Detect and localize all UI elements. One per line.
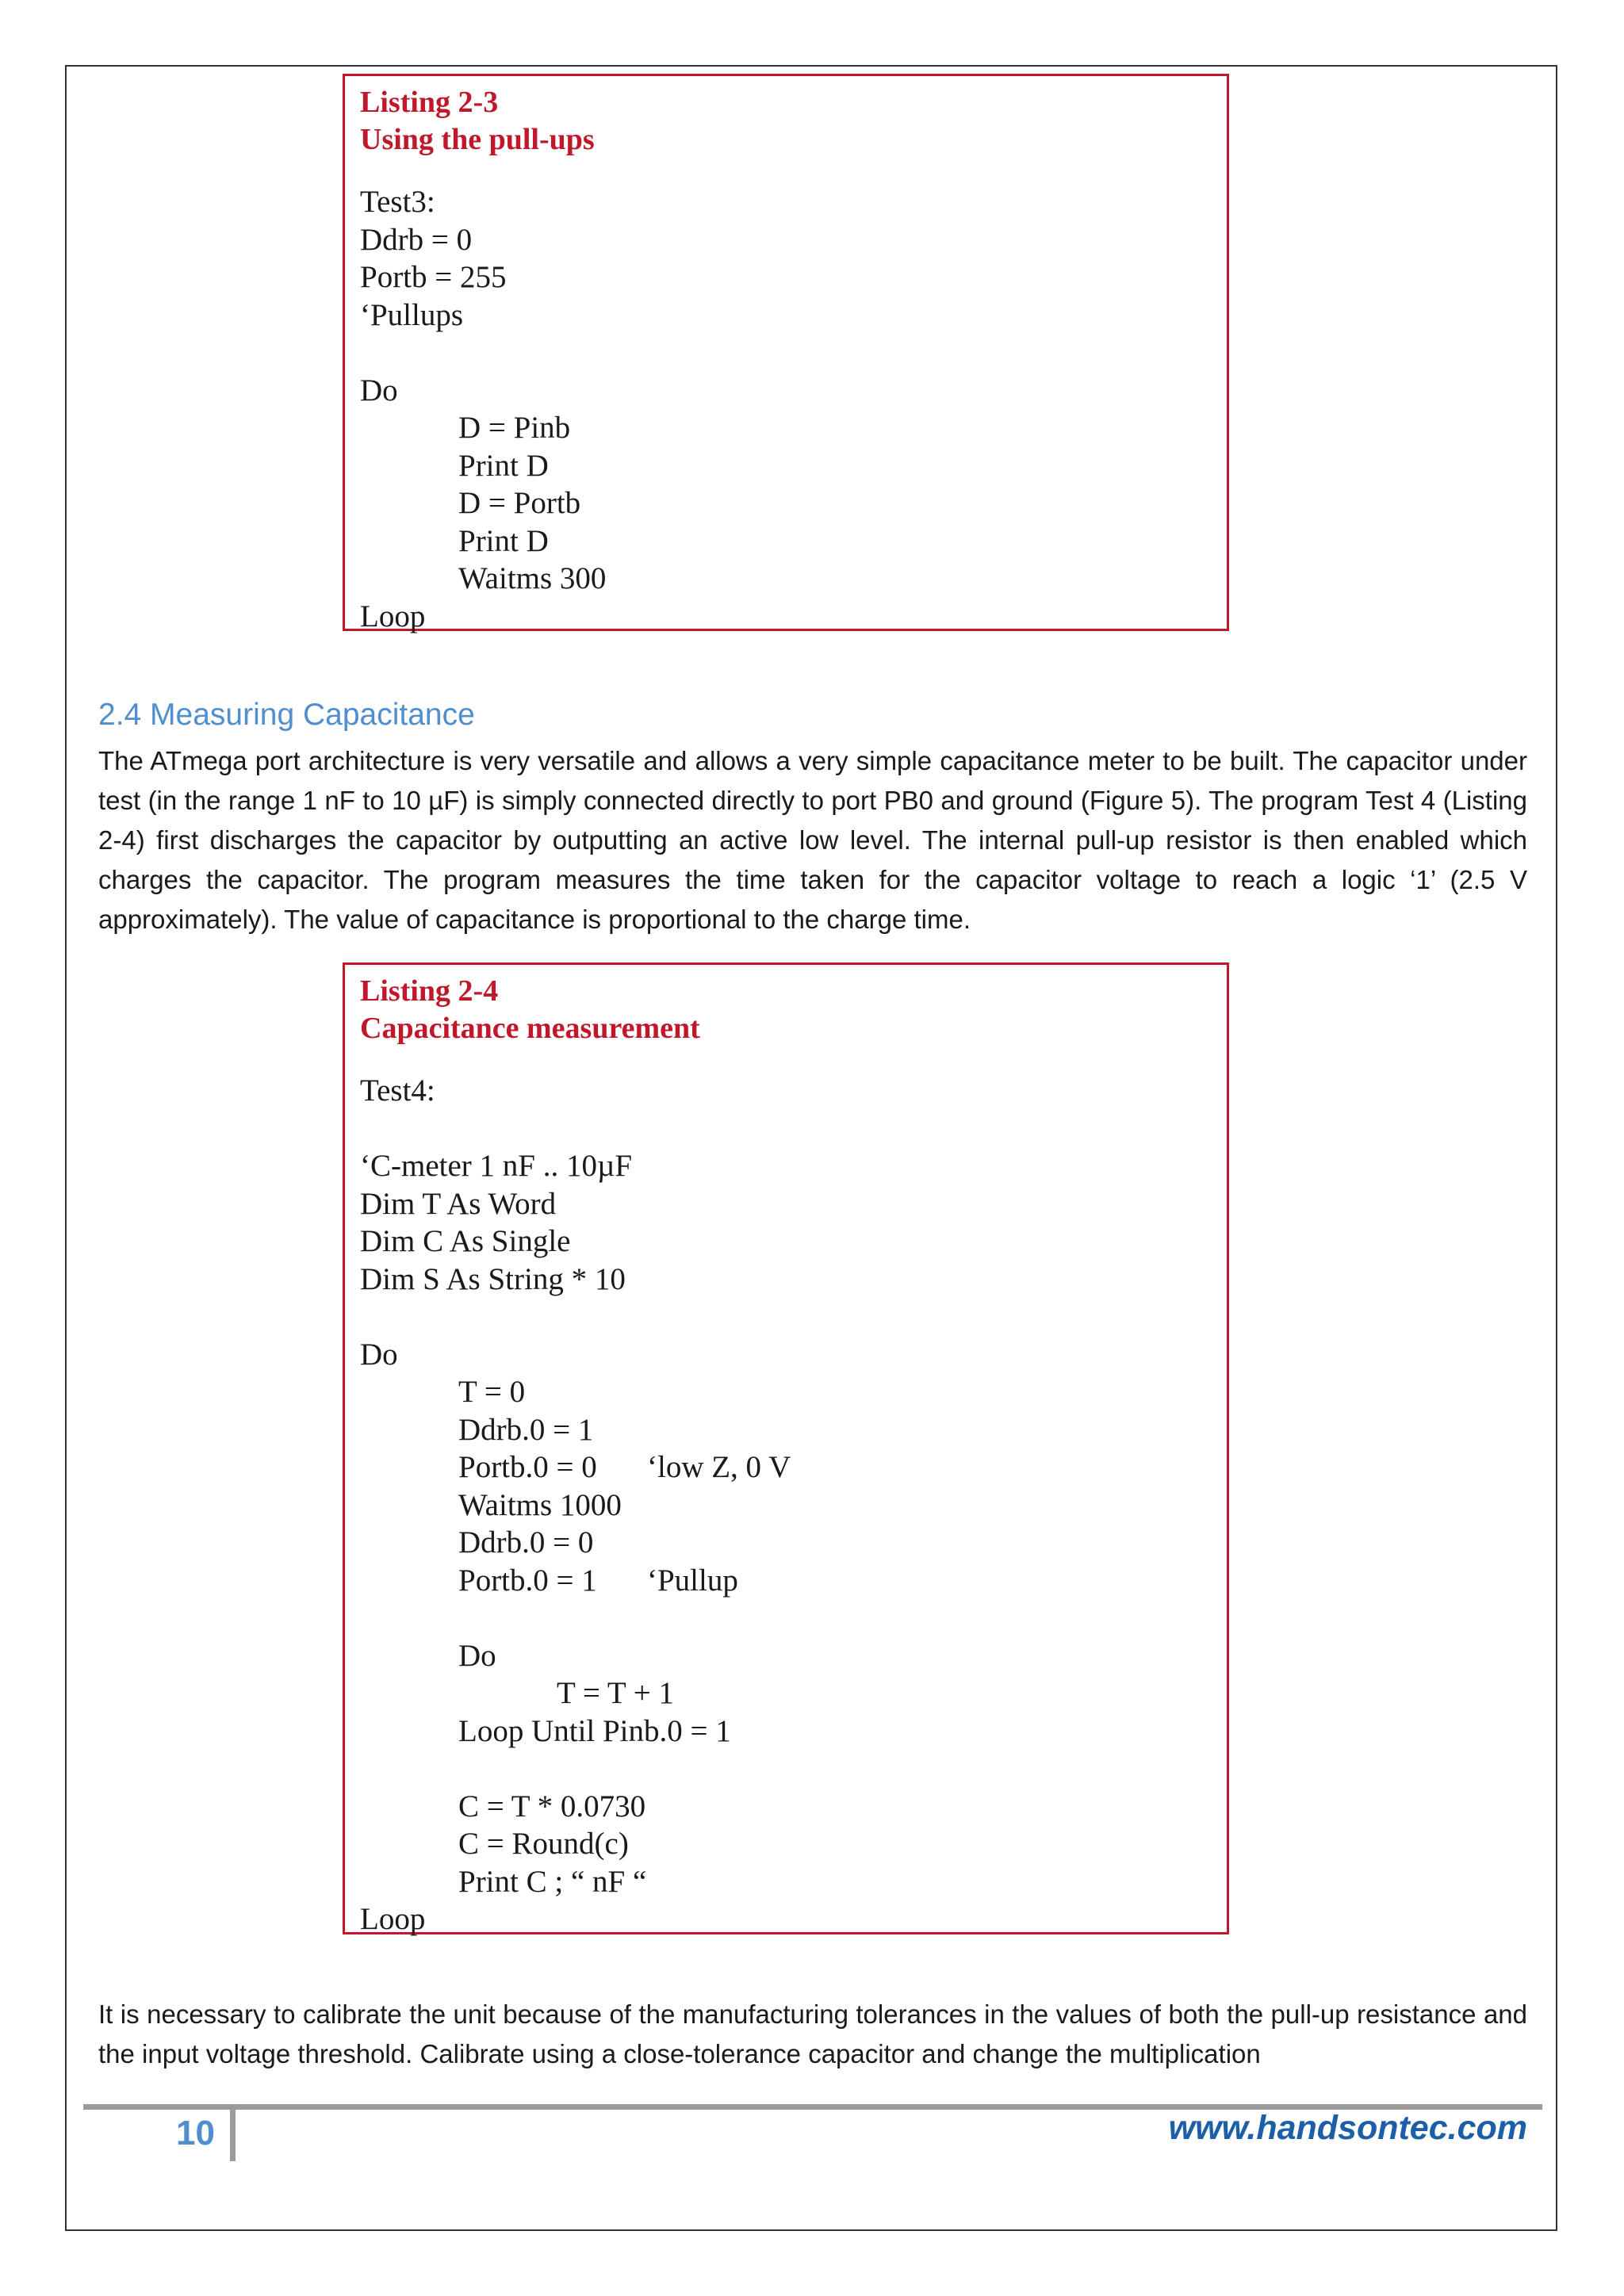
code-line xyxy=(360,1448,1227,1487)
code-line: Loop xyxy=(360,1902,426,1936)
body-paragraph: The ATmega port architecture is very versatile and allows a very simple capacitance meter to be built. The capacitor under test (in the range 1 nF to 10 µF) is simply connected directly to port PB0 and ground (Figure 5). The program Test 4 (Listing 2-4) first discharges the capacitor by outputting an active low level. The internal pull-up resistor is then enabled which charges the capacitor. The program measures the time taken for the capacitor voltage to reach a logic ‘1’ (2.5 V approximately). The value of capacitance is proportional to the charge time. xyxy=(98,746,1527,934)
code-line: Ddrb.0 = 1 xyxy=(458,1412,594,1447)
code-line: Dim C As Single xyxy=(360,1224,571,1258)
code-line xyxy=(360,1562,1227,1600)
code-line: C = Round(c) xyxy=(458,1827,629,1861)
page-number: 10 xyxy=(176,2114,215,2152)
body-paragraph: It is necessary to calibrate the unit because of the manufacturing tolerances in the values of both the pull-up resistance and the input voltage threshold. Calibrate using a close-tolerance capacitor and change the multiplication xyxy=(98,1999,1527,2068)
code-line: Ddrb = 0 xyxy=(360,222,473,257)
code-line: Print C ; “ nF “ xyxy=(458,1864,647,1899)
website-link[interactable]: www.handsontec.com xyxy=(1168,2109,1527,2147)
page-number-divider xyxy=(230,2109,236,2161)
listing-title: Capacitance measurement xyxy=(360,1012,700,1045)
code-line: Test4: xyxy=(360,1073,435,1108)
code-line: Waitms 300 xyxy=(458,561,607,595)
code-line: Print D xyxy=(458,448,549,483)
code-line: T = 0 xyxy=(458,1375,526,1409)
code-line: Loop xyxy=(360,599,426,633)
code-line: Print D xyxy=(458,523,549,558)
code-line xyxy=(360,1599,1227,1637)
listing-number: Listing 2-4 xyxy=(360,974,499,1008)
code-comment: ‘Pullup xyxy=(647,1563,738,1598)
code-line: Loop Until Pinb.0 = 1 xyxy=(458,1713,731,1748)
code-statement: Portb.0 = 1 xyxy=(458,1563,597,1598)
code-line: T = T + 1 xyxy=(557,1676,675,1710)
code-line xyxy=(360,1750,1227,1788)
code-line: Dim T As Word xyxy=(360,1186,557,1221)
code-line: Do xyxy=(360,373,398,408)
code-statement: Portb.0 = 0 xyxy=(458,1450,597,1484)
listing-2-4-box xyxy=(343,962,1229,1934)
code-block xyxy=(360,183,1227,635)
code-line: Dim S As String * 10 xyxy=(360,1261,626,1296)
listing-2-3-box xyxy=(343,74,1229,631)
code-line: Test3: xyxy=(360,185,435,219)
code-line: ‘Pullups xyxy=(360,297,464,332)
code-line xyxy=(360,1110,1227,1148)
code-line: Waitms 1000 xyxy=(458,1487,622,1522)
code-line: C = T * 0.0730 xyxy=(458,1789,646,1823)
code-line: Do xyxy=(458,1638,496,1673)
code-line: D = Pinb xyxy=(458,411,571,445)
code-line: Do xyxy=(360,1337,398,1372)
code-line: Portb = 255 xyxy=(360,260,507,294)
code-line: Ddrb.0 = 0 xyxy=(458,1525,594,1559)
code-line: ‘C-meter 1 nF .. 10µF xyxy=(360,1149,633,1183)
code-line xyxy=(360,1298,1227,1336)
code-line xyxy=(360,334,1227,372)
code-line: D = Portb xyxy=(458,486,581,520)
listing-number: Listing 2-3 xyxy=(360,86,499,119)
code-comment: ‘low Z, 0 V xyxy=(647,1450,791,1484)
listing-title: Using the pull-ups xyxy=(360,123,595,156)
code-block xyxy=(360,1072,1227,1938)
section-heading: 2.4 Measuring Capacitance xyxy=(98,698,475,732)
